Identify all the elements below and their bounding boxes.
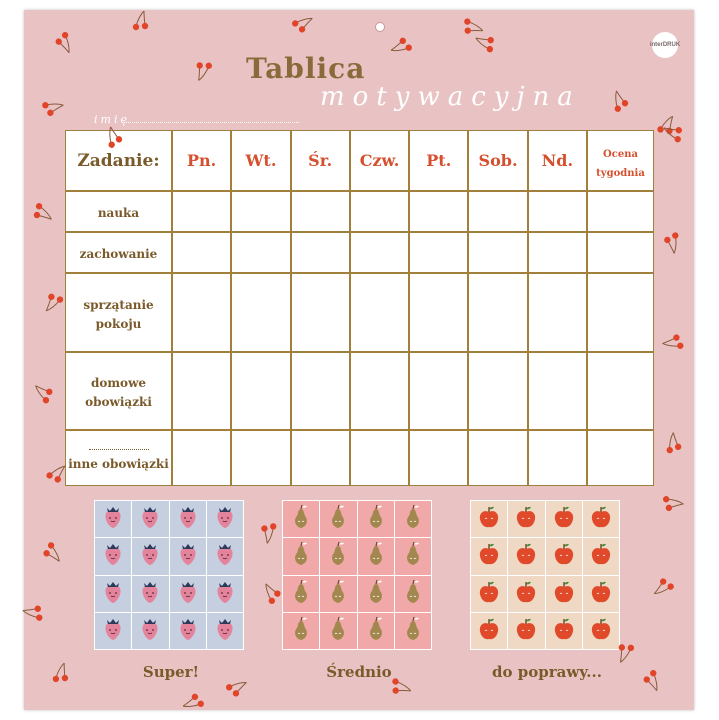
apple-icon [552,552,576,571]
sticker[interactable] [206,501,243,538]
task-label: sprzątanie pokoju [66,273,172,351]
sticker[interactable] [545,575,582,612]
day-cell[interactable] [528,232,587,273]
name-field[interactable] [124,122,299,123]
pear-icon [364,515,388,534]
strawberry-icon [138,552,162,571]
day-cell[interactable] [291,232,350,273]
day-cell[interactable] [291,430,350,485]
day-cell[interactable] [468,430,527,485]
task-label: nauka [66,191,172,232]
sticker[interactable] [582,501,619,538]
day-cell[interactable] [172,430,231,485]
day-cell[interactable] [468,352,527,430]
sticker[interactable] [320,501,357,538]
pear-icon [326,515,350,534]
sticker[interactable] [206,575,243,612]
cherry-icon [256,520,282,546]
cherry-icon [20,600,46,626]
sticker[interactable] [320,612,357,649]
day-cell[interactable] [468,273,527,351]
apple-icon [514,552,538,571]
apple-icon [514,590,538,609]
strawberry-icon [176,627,200,646]
sticker[interactable] [169,575,206,612]
pear-icon [401,627,425,646]
apple-icon [552,627,576,646]
sticker-grid [94,500,244,650]
week-cell[interactable] [587,191,653,232]
day-cell[interactable] [409,430,468,485]
sticker[interactable] [206,612,243,649]
strawberry-icon [101,552,125,571]
sticker[interactable] [471,612,508,649]
day-cell[interactable] [291,191,350,232]
cherry-icon [388,34,414,60]
pear-icon [326,627,350,646]
pear-icon [326,552,350,571]
day-cell[interactable] [172,191,231,232]
header-task: Zadanie: [66,131,172,191]
sticker[interactable] [471,501,508,538]
chore-table [66,131,653,485]
sticker[interactable] [394,538,431,575]
day-cell[interactable] [528,430,587,485]
sticker-sheet-pear [282,500,432,650]
sticker[interactable] [169,538,206,575]
pear-icon [364,590,388,609]
sticker-grid [470,500,620,650]
apple-icon [589,590,613,609]
pear-icon [289,590,313,609]
week-cell[interactable] [587,430,653,485]
apple-icon [477,590,501,609]
cherry-icon [612,640,638,666]
task-row [66,430,653,485]
day-cell[interactable] [172,273,231,351]
cherry-icon [660,490,686,516]
strawberry-icon [213,515,237,534]
cherry-icon [224,674,250,700]
pear-icon [401,515,425,534]
chore-chart [65,130,654,486]
sticker[interactable] [582,538,619,575]
cherry-icon [660,430,686,456]
cherry-icon [40,540,66,566]
header-day: Czw. [350,131,409,191]
task-row [66,232,653,273]
day-cell[interactable] [231,352,290,430]
cherry-icon [640,668,666,694]
sticker[interactable] [394,575,431,612]
day-cell[interactable] [350,352,409,430]
day-cell[interactable] [409,191,468,232]
caption-average: Średnio [326,663,392,681]
sticker[interactable] [132,538,169,575]
sticker[interactable] [471,538,508,575]
task-label: zachowanie [66,232,172,273]
day-cell[interactable] [231,273,290,351]
day-cell[interactable] [172,232,231,273]
cherry-icon [190,58,216,84]
brand-logo: inter DRUK [652,32,678,58]
apple-icon [514,627,538,646]
pear-icon [326,590,350,609]
header-week-rating: Ocena tygodnia [587,131,653,191]
strawberry-icon [213,552,237,571]
day-cell[interactable] [468,232,527,273]
week-cell[interactable] [587,273,653,351]
blank-task-line[interactable] [89,445,149,450]
header-day: Śr. [291,131,350,191]
day-cell[interactable] [350,430,409,485]
day-cell[interactable] [468,191,527,232]
sticker[interactable] [357,501,394,538]
cherry-icon [52,30,78,56]
task-row [66,191,653,232]
sticker[interactable] [394,612,431,649]
strawberry-icon [138,627,162,646]
sticker[interactable] [283,538,320,575]
cherry-icon [48,660,74,686]
strawberry-icon [176,590,200,609]
hanging-hole [375,22,385,32]
sticker[interactable] [169,501,206,538]
sticker-sheet-apple [470,500,620,650]
strawberry-icon [176,515,200,534]
strawberry-icon [213,590,237,609]
day-cell[interactable] [291,352,350,430]
day-cell[interactable] [350,273,409,351]
sticker[interactable] [132,612,169,649]
apple-icon [552,515,576,534]
strawberry-icon [101,627,125,646]
cherry-icon [40,290,66,316]
day-cell[interactable] [528,191,587,232]
cherry-icon [30,200,56,226]
cherry-icon [660,230,686,256]
sticker[interactable] [508,538,545,575]
cherry-icon [258,580,284,606]
cherry-icon [30,380,56,406]
sticker[interactable] [169,612,206,649]
strawberry-icon [101,590,125,609]
pear-icon [364,627,388,646]
day-cell[interactable] [528,352,587,430]
cherry-icon [388,674,414,700]
cherry-icon [606,88,632,114]
sticker[interactable] [545,612,582,649]
sticker-grid [282,500,432,650]
strawberry-icon [138,515,162,534]
sticker[interactable] [471,575,508,612]
cherry-icon [290,10,316,36]
apple-icon [477,627,501,646]
week-cell[interactable] [587,352,653,430]
sticker[interactable] [132,575,169,612]
day-cell[interactable] [528,273,587,351]
sticker[interactable] [508,575,545,612]
strawberry-icon [213,627,237,646]
sticker[interactable] [508,501,545,538]
header-day: Pn. [172,131,231,191]
sticker[interactable] [508,612,545,649]
day-cell[interactable] [172,352,231,430]
task-label: inne obowiązki [66,430,172,485]
day-cell[interactable] [409,232,468,273]
sticker[interactable] [283,575,320,612]
task-row [66,273,653,351]
task-label: domowe obowiązki [66,352,172,430]
sticker[interactable] [357,538,394,575]
day-cell[interactable] [409,352,468,430]
sticker[interactable] [545,501,582,538]
header-day: Nd. [528,131,587,191]
sticker[interactable] [320,538,357,575]
strawberry-icon [176,552,200,571]
apple-icon [589,627,613,646]
cherry-icon [660,120,686,146]
day-cell[interactable] [231,232,290,273]
cherry-icon [180,690,206,716]
apple-icon [589,515,613,534]
day-cell[interactable] [231,191,290,232]
day-cell[interactable] [409,273,468,351]
day-cell[interactable] [350,232,409,273]
cherry-icon [660,330,686,356]
sticker[interactable] [357,612,394,649]
day-cell[interactable] [231,430,290,485]
sticker[interactable] [95,575,132,612]
pear-icon [289,552,313,571]
sticker[interactable] [206,538,243,575]
cherry-icon [128,8,154,34]
apple-icon [589,552,613,571]
apple-icon [514,515,538,534]
sticker[interactable] [132,501,169,538]
strawberry-icon [138,590,162,609]
sticker[interactable] [394,501,431,538]
sticker[interactable] [283,612,320,649]
cherry-icon [44,460,70,486]
cherry-icon [100,124,126,150]
apple-icon [477,515,501,534]
pear-icon [401,552,425,571]
pear-icon [364,552,388,571]
header-day: Wt. [231,131,290,191]
week-cell[interactable] [587,232,653,273]
day-cell[interactable] [350,191,409,232]
sticker[interactable] [320,575,357,612]
board-title: Tablica [246,52,366,85]
sticker[interactable] [283,501,320,538]
pear-icon [289,627,313,646]
header-day: Sob. [468,131,527,191]
caption-super: Super! [142,663,200,681]
pear-icon [289,515,313,534]
sticker[interactable] [545,538,582,575]
board-subtitle: motywacyjna [320,82,581,112]
strawberry-icon [101,515,125,534]
sticker[interactable] [582,575,619,612]
cherry-icon [472,30,498,56]
apple-icon [552,590,576,609]
sticker[interactable] [357,575,394,612]
day-cell[interactable] [291,273,350,351]
sticker-sheet-strawberry [94,500,244,650]
task-row [66,352,653,430]
header-row [66,131,653,191]
caption-improve: do poprawy... [492,663,602,681]
header-day: Pt. [409,131,468,191]
sticker[interactable] [95,501,132,538]
pear-icon [401,590,425,609]
sticker[interactable] [95,612,132,649]
sticker[interactable] [95,538,132,575]
cherry-icon [650,575,676,601]
cherry-icon [40,94,66,120]
name-label: imię [94,113,130,126]
apple-icon [477,552,501,571]
